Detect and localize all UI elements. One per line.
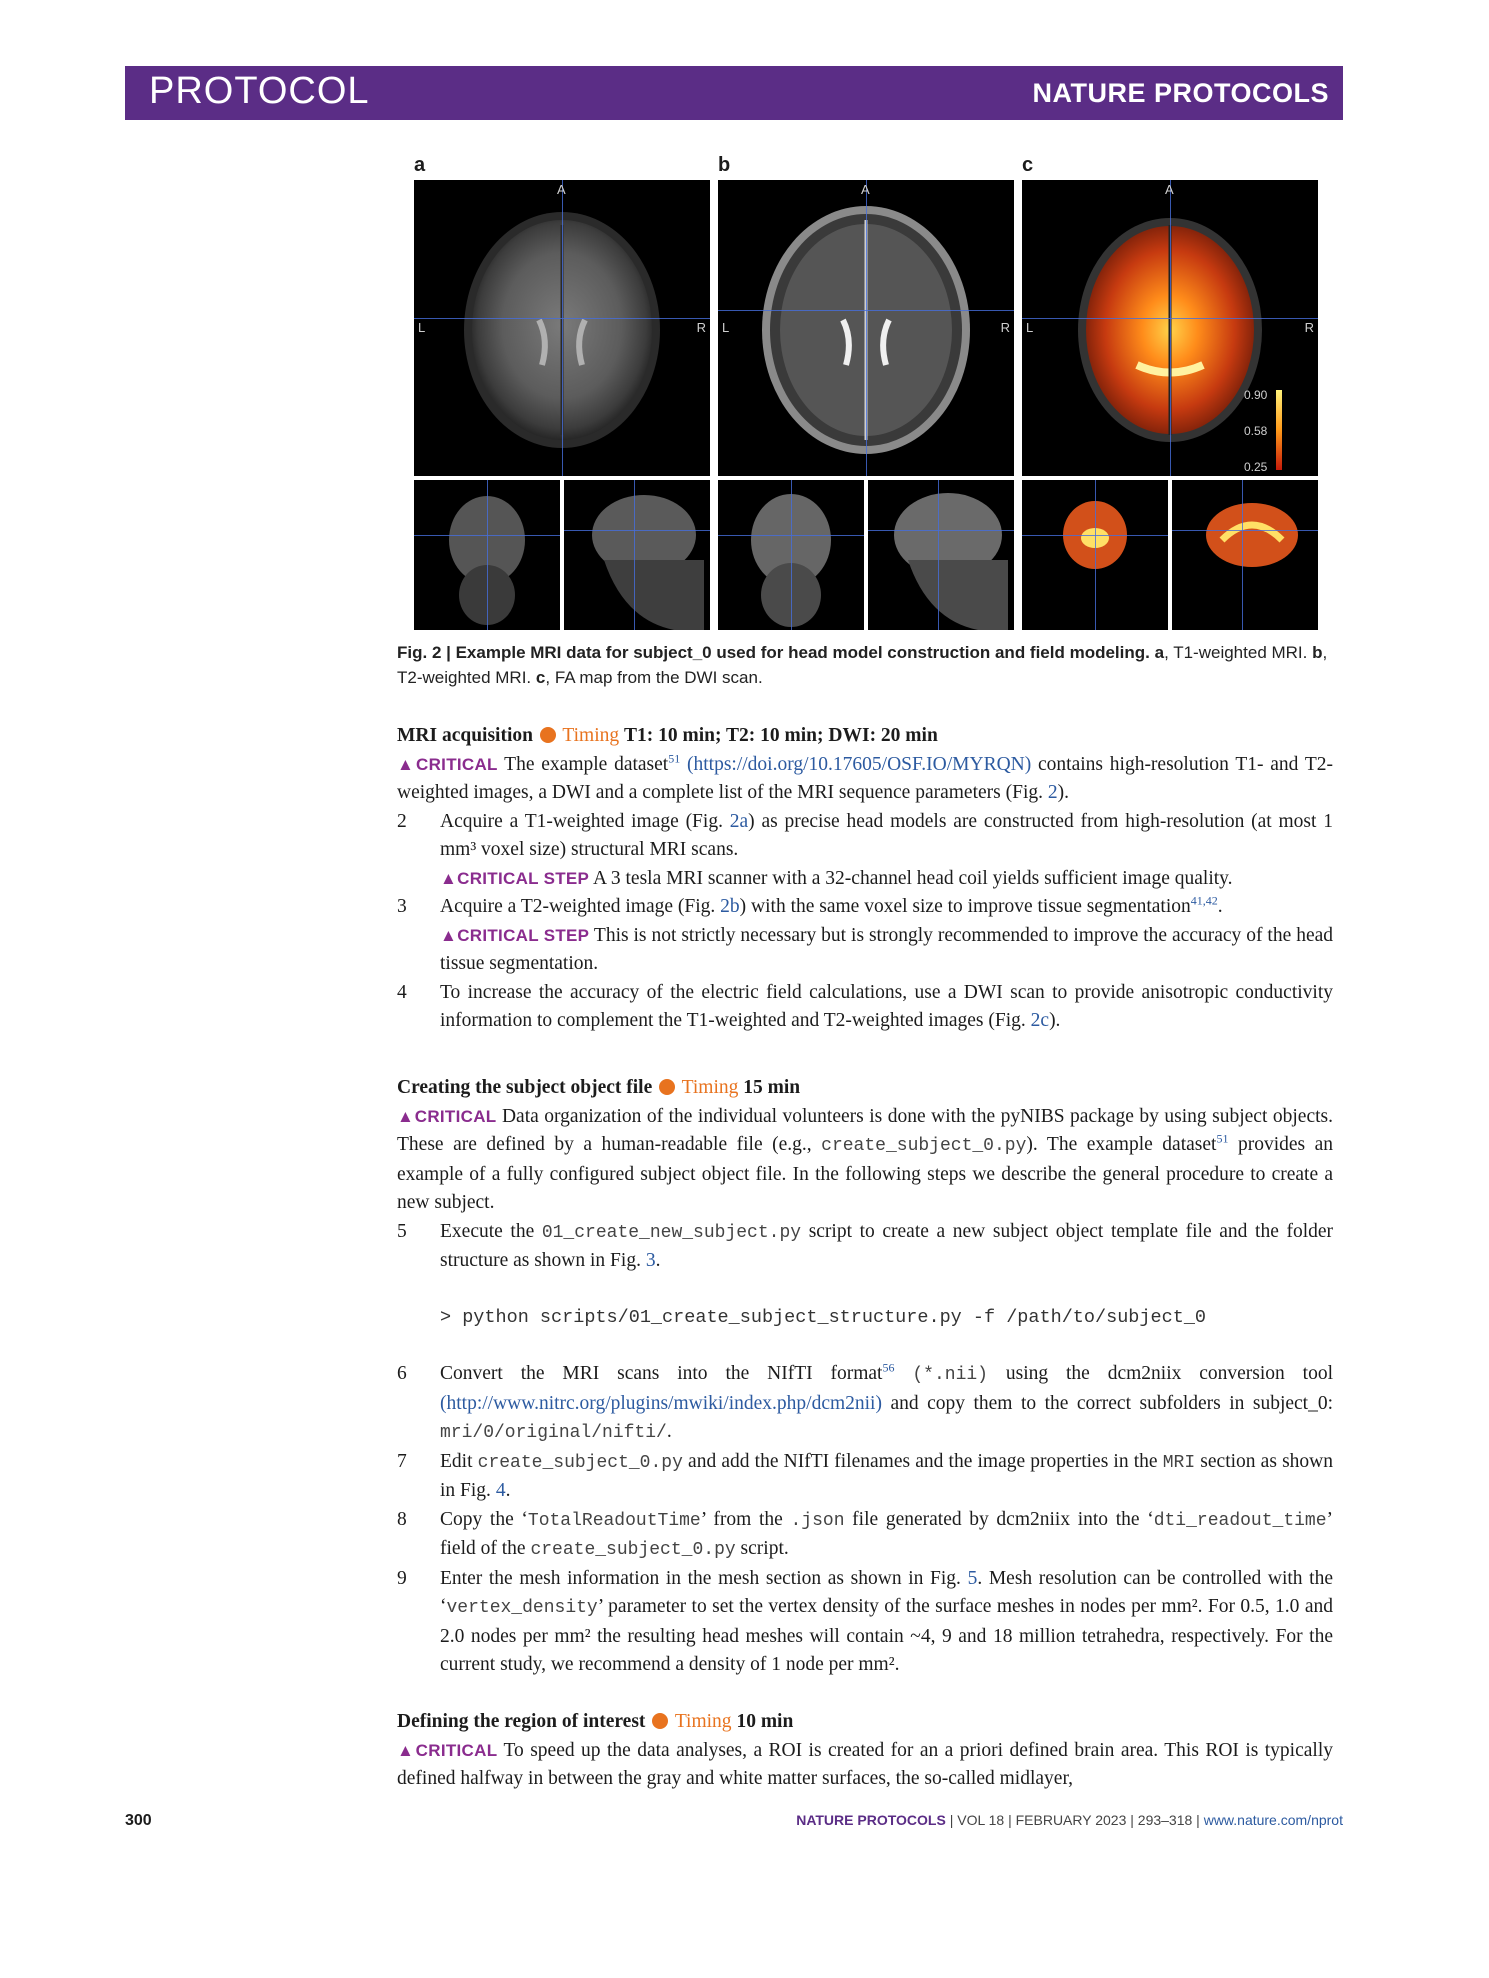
caption-b-text: , T2-weighted MRI.	[397, 643, 1328, 687]
step-6	[397, 1360, 1333, 1448]
code-filename: create_subject_0.py	[821, 1136, 1027, 1156]
code-filename: 01_create_new_subject.py	[541, 1222, 802, 1243]
step-text: .	[505, 1480, 511, 1501]
critical-label: ▲CRITICAL	[397, 1106, 497, 1126]
doi-link[interactable]: (https://doi.org/10.17605/OSF.IO/MYRQN)	[687, 753, 1032, 775]
figure-link[interactable]: 2c	[1030, 1010, 1050, 1031]
step-text: using the dcm2niix conversion tool	[1005, 1363, 1334, 1384]
footer-details: | VOL 18 | FEBRUARY 2023 | 293–318 |	[949, 1812, 1200, 1828]
figure-link[interactable]: 4	[495, 1480, 506, 1501]
step-text: file generated by dcm2niix into the ‘	[852, 1508, 1154, 1530]
code-section: MRI	[1162, 1452, 1196, 1473]
step-9	[397, 1565, 1333, 1680]
step-text: section as shown in Fig.	[440, 1450, 1334, 1501]
step-text: Edit	[440, 1450, 473, 1472]
step-text: ) with the same voxel size to improve tissue segmentation	[739, 896, 1191, 917]
step-number: 9	[397, 1567, 407, 1589]
critical-note	[397, 1103, 1333, 1218]
colorbar-tick-max: 0.90	[1244, 388, 1268, 402]
reference-link[interactable]: 56	[882, 1360, 895, 1375]
step-2	[397, 808, 1333, 894]
critical-step-text: A 3 tesla MRI scanner with a 32-channel head coil yields sufficient image quality.	[592, 867, 1233, 889]
t2-coronal-image	[718, 480, 864, 630]
journal-name: NATURE PROTOCOLS	[1032, 78, 1329, 108]
step-text: ).	[1049, 1010, 1061, 1031]
section-heading	[397, 1074, 1333, 1103]
step-text: Execute the	[440, 1220, 535, 1242]
header-banner	[125, 66, 1343, 120]
fa-colorbar	[1276, 390, 1282, 470]
step-text: Acquire a T1-weighted image (Fig.	[440, 810, 723, 832]
dir-right-b: R	[1000, 320, 1010, 335]
step-text: ’ from the	[700, 1508, 783, 1530]
step-text: To increase the accuracy of the electric field calculations, use a DWI scan to provide anisotropic conductivity information to complement the T1-weighted and T2-weighted images (Fig.	[440, 981, 1333, 1031]
step-text: .	[1217, 896, 1223, 917]
caption-label-a: a	[1154, 643, 1165, 662]
heading-title: MRI acquisition	[397, 725, 533, 746]
critical-step-text: This is not strictly necessary but is strongly recommended to improve the accuracy of the head tissue segmentation.	[440, 924, 1333, 974]
journal-url-link[interactable]: www.nature.com/nprot	[1203, 1812, 1343, 1828]
code-filename: create_subject_0.py	[477, 1452, 683, 1473]
timing-label: Timing	[562, 725, 620, 746]
figure-link[interactable]: 3	[645, 1250, 656, 1271]
figure-link[interactable]: 2	[1047, 782, 1058, 803]
critical-step-label: ▲CRITICAL STEP	[440, 868, 590, 888]
step-4	[397, 979, 1333, 1036]
critical-text: ).	[1057, 782, 1069, 803]
timing-label: Timing	[674, 1711, 732, 1732]
fa-axial-image	[1022, 180, 1318, 476]
step-text: Copy the ‘	[440, 1508, 528, 1530]
t1-sagittal-image	[564, 480, 710, 630]
step-number: 6	[397, 1363, 407, 1384]
step-text: . Mesh resolution can be controlled with the ‘	[440, 1567, 1333, 1617]
step-text: ) as precise head models are constructed from high-resolution (at most 1 mm³ voxel size) structural MRI scans.	[440, 810, 1333, 860]
step-text: Convert the MRI scans into the NIfTI format	[440, 1363, 883, 1384]
critical-text: The example dataset	[504, 753, 669, 775]
code-extension: .json	[790, 1510, 845, 1531]
fa-sagittal-image	[1172, 480, 1318, 630]
panel-label-a: a	[414, 154, 426, 176]
code-key: dti_readout_time	[1153, 1510, 1327, 1531]
dir-anterior-a: A	[557, 182, 566, 197]
dir-right-c: R	[1304, 320, 1314, 335]
step-7	[397, 1448, 1333, 1506]
figure-link[interactable]: 2b	[720, 896, 740, 917]
step-number: 7	[397, 1450, 407, 1472]
t1-coronal-image	[414, 480, 560, 630]
caption-lead: Fig. 2 | Example MRI data for subject_0 used for head model construction and field modeling.	[397, 643, 1150, 662]
timing-label: Timing	[681, 1077, 739, 1098]
heading-title: Defining the region of interest	[397, 1711, 646, 1732]
section-label: PROTOCOL	[149, 70, 370, 112]
dir-left-b: L	[722, 320, 730, 335]
critical-text: contains high-resolution T1- and T2-weighted images, a DWI and a complete list of the MRI sequence parameters (Fig.	[397, 753, 1333, 803]
timing-value: 10 min	[736, 1711, 794, 1732]
timing-value: 15 min	[743, 1077, 801, 1098]
dir-right-a: R	[696, 320, 706, 335]
step-text: .	[666, 1421, 672, 1442]
step-number: 2	[397, 810, 407, 832]
t2-axial-image	[718, 180, 1014, 476]
panel-label-c: c	[1022, 154, 1034, 176]
dir-anterior-b: A	[861, 182, 870, 197]
colorbar-tick-mid: 0.58	[1244, 424, 1268, 438]
figure-link[interactable]: 2a	[729, 810, 749, 832]
journal-citation	[796, 1812, 1343, 1828]
step-text: Enter the mesh information in the mesh section as shown in Fig.	[440, 1567, 961, 1589]
step-text: and add the NIfTI filenames and the image properties in the	[688, 1450, 1158, 1472]
step-8	[397, 1506, 1333, 1565]
section-heading	[397, 1708, 1333, 1737]
section-mri-acquisition	[397, 722, 1333, 1036]
footer-journal: NATURE PROTOCOLS	[796, 1812, 946, 1828]
code-filename: create_subject_0.py	[530, 1540, 736, 1560]
dir-anterior-c: A	[1165, 182, 1174, 197]
t1-axial-image	[414, 180, 710, 476]
critical-text: ). The example dataset	[1026, 1134, 1217, 1155]
heading-title: Creating the subject object file	[397, 1077, 653, 1098]
critical-label: ▲CRITICAL	[397, 754, 498, 774]
critical-note	[397, 751, 1333, 808]
colorbar-tick-min: 0.25	[1244, 460, 1268, 474]
step-text: ’ parameter to set the vertex density of the surface meshes in nodes per mm². For 0.5, 1.0 and 2.0 nodes per mm² the resulting head meshes will contain ~4, 9 and 18 million tetrahedra, respectively. For the current study, we recommend a density of 1 node per mm².	[440, 1596, 1333, 1675]
critical-step-label: ▲CRITICAL STEP	[440, 925, 590, 945]
timing-value: T1: 10 min; T2: 10 min; DWI: 20 min	[624, 725, 938, 746]
step-number: 3	[397, 896, 407, 917]
step-number: 5	[397, 1220, 407, 1242]
code-extension: (*.nii)	[912, 1365, 988, 1385]
caption-c-text: , FA map from the DWI scan.	[545, 668, 763, 687]
step-text: and copy them to the correct subfolders in subject_0:	[890, 1392, 1334, 1414]
timing-dot-icon	[540, 727, 556, 743]
code-key: TotalReadoutTime	[527, 1510, 701, 1531]
figure-link[interactable]: 5	[967, 1567, 978, 1589]
caption-label-c: c	[535, 668, 546, 687]
step-number: 4	[397, 981, 407, 1003]
section-subject-object	[397, 1074, 1333, 1680]
timing-dot-icon	[659, 1079, 675, 1095]
reference-link[interactable]: 41,42	[1190, 893, 1218, 908]
critical-note	[397, 1737, 1333, 1794]
step-text: .	[655, 1250, 661, 1271]
reference-link[interactable]: 51	[1216, 1131, 1229, 1146]
section-roi	[397, 1708, 1333, 1794]
code-key: vertex_density	[446, 1598, 598, 1618]
critical-text: provides an example of a fully configured subject object file. In the following steps we describe the general procedure to create a new subject.	[397, 1134, 1334, 1213]
step-text: script.	[740, 1538, 789, 1559]
step-text: ’ field of the	[440, 1508, 1334, 1559]
reference-link[interactable]: 51	[668, 751, 681, 765]
step-text: Acquire a T2-weighted image (Fig.	[440, 896, 716, 917]
page-number: 300	[125, 1812, 152, 1829]
step-3	[397, 893, 1333, 979]
section-heading	[397, 722, 1333, 751]
critical-label: ▲CRITICAL	[397, 1740, 498, 1760]
dir-left-a: L	[418, 320, 426, 335]
step-number: 8	[397, 1508, 407, 1530]
step-text: script to create a new subject object template file and the folder structure as shown in Fig.	[440, 1220, 1334, 1271]
t2-sagittal-image	[868, 480, 1014, 630]
fa-coronal-image	[1022, 480, 1168, 630]
command-line: > python scripts/01_create_subject_structure.py -f /path/to/subject_0	[440, 1306, 1207, 1328]
timing-dot-icon	[652, 1713, 668, 1729]
step-5	[397, 1218, 1333, 1276]
dcm2nii-link[interactable]: (http://www.nitrc.org/plugins/mwiki/index.php/dcm2nii)	[440, 1392, 882, 1414]
critical-text: Data organization of the individual volunteers is done with the pyNIBS package by using subject objects. These are defined by a human-readable file (e.g.,	[397, 1105, 1333, 1155]
dir-left-c: L	[1026, 320, 1034, 335]
caption-a-text: , T1-weighted MRI.	[1164, 643, 1308, 662]
code-path: mri/0/original/nifti/	[440, 1423, 667, 1443]
caption-label-b: b	[1312, 643, 1323, 662]
figure-caption	[397, 640, 1333, 690]
panel-label-b: b	[718, 154, 731, 176]
figure-2	[412, 150, 1332, 630]
critical-text: To speed up the data analyses, a ROI is created for an a priori defined brain area. This ROI is typically defined halfway in between the gray and white matter surfaces, the so-called midlayer,	[397, 1739, 1333, 1789]
